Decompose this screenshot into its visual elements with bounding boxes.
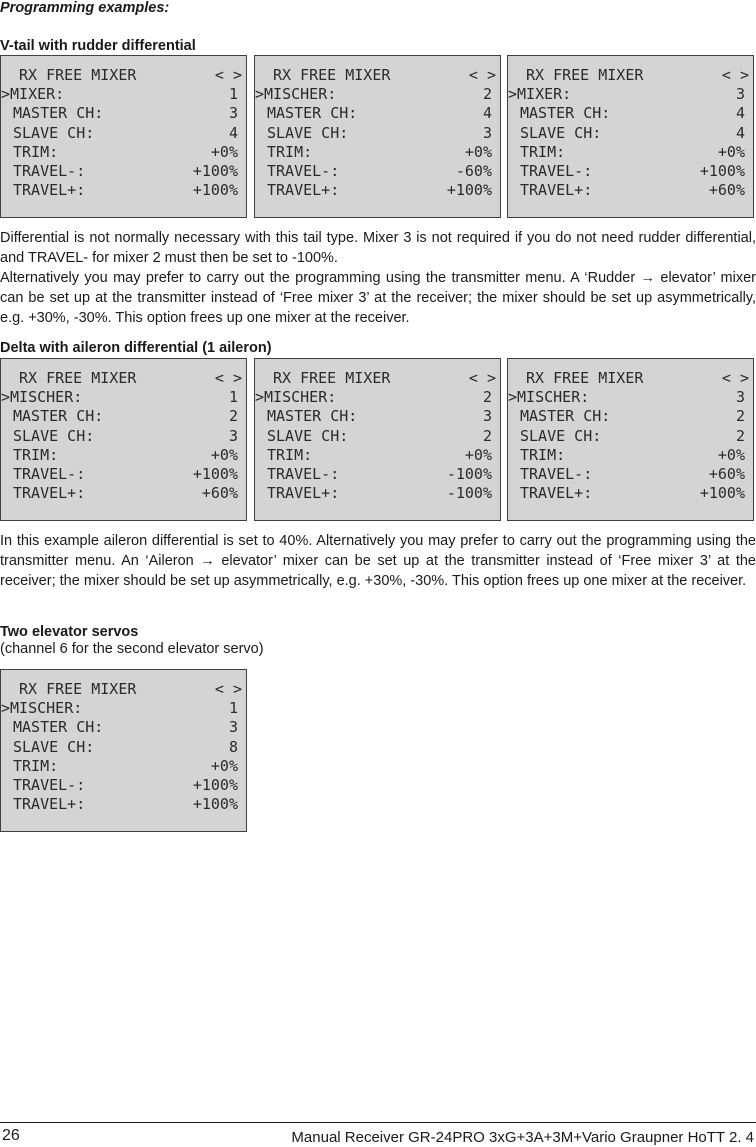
lcd-title-line [273, 66, 496, 85]
lcd-row-label: TRIM: [520, 445, 566, 464]
lcd-row [1, 143, 246, 162]
lcd-row-value: 8 [228, 737, 238, 756]
lcd-row [1, 85, 246, 104]
lcd-nav-arrows: < > [214, 369, 242, 387]
lcd-row-label: TRAVEL-: [267, 162, 340, 180]
lcd-row-label: TRAVEL+: [13, 795, 86, 814]
lcd-row-value: +0% [210, 142, 238, 161]
lcd-row-label: TRAVEL-: [13, 776, 86, 794]
lcd-row-value: +60% [708, 465, 745, 483]
lcd-row [1, 104, 246, 123]
lcd-row-value: +100% [699, 162, 745, 180]
lcd-row [508, 181, 753, 200]
lcd-title: RX FREE MIXER [19, 680, 137, 698]
lcd-row-label: >MISCHER: [255, 85, 337, 104]
lcd-panel [0, 358, 247, 521]
lcd-row [1, 181, 246, 200]
lcd-row-value: +0% [717, 142, 745, 161]
lcd-row [1, 757, 246, 776]
lcd-nav-arrows: < > [721, 66, 749, 84]
lcd-row-label: SLAVE CH: [520, 123, 602, 142]
lcd-row-label: TRAVEL+: [267, 181, 340, 200]
lcd-row [508, 388, 753, 407]
lcd-row-value: -60% [455, 162, 492, 180]
lcd-row-label: TRIM: [267, 142, 313, 161]
lcd-row [1, 795, 246, 814]
lcd-row-label: TRAVEL-: [520, 162, 593, 180]
lcd-row-value: +60% [201, 484, 238, 503]
lcd-row [1, 465, 246, 484]
lcd-row-value: 2 [735, 426, 745, 445]
section-heading-vtail: V-tail with rudder differential [0, 38, 196, 54]
lcd-row [1, 699, 246, 718]
lcd-row [255, 446, 500, 465]
lcd-row-label: SLAVE CH: [13, 426, 95, 445]
lcd-row-value: +100% [192, 162, 238, 180]
lcd-row-label: SLAVE CH: [267, 123, 349, 142]
lcd-row-value: +0% [464, 445, 492, 464]
lcd-row-value: +0% [210, 756, 238, 775]
lcd-title-line [526, 66, 749, 85]
section-heading-delta: Delta with aileron differential (1 aileron) [0, 340, 272, 356]
lcd-row [255, 143, 500, 162]
lcd-nav-arrows: < > [468, 66, 496, 84]
page-number: 26 [2, 1127, 20, 1144]
lcd-row-label: TRAVEL+: [13, 181, 86, 200]
lcd-row-label: MASTER CH: [13, 104, 104, 123]
lcd-row-label: SLAVE CH: [267, 426, 349, 445]
lcd-row-value: 3 [482, 407, 492, 426]
lcd-row-label: TRIM: [520, 142, 566, 161]
lcd-nav-arrows: < > [721, 369, 749, 387]
lcd-row [255, 124, 500, 143]
lcd-row-value: 3 [228, 718, 238, 737]
lcd-row-label: MASTER CH: [13, 718, 104, 737]
lcd-row [255, 427, 500, 446]
lcd-row-label: TRAVEL+: [13, 484, 86, 503]
lcd-row [508, 407, 753, 426]
lcd-row [1, 738, 246, 757]
lcd-panel [254, 358, 501, 521]
lcd-row-label: TRAVEL-: [13, 465, 86, 483]
panel-row-elevator [0, 669, 756, 832]
lcd-row-value: +0% [717, 445, 745, 464]
lcd-row-value: 3 [735, 388, 745, 407]
lcd-row-label: >MIXER: [1, 85, 65, 104]
lcd-panel [507, 55, 754, 218]
lcd-row-value: +100% [192, 465, 238, 483]
lcd-row-value: +0% [464, 142, 492, 161]
lcd-row-value: +100% [192, 776, 238, 794]
lcd-title: RX FREE MIXER [19, 66, 137, 84]
lcd-row-value: 1 [228, 388, 238, 407]
lcd-title: RX FREE MIXER [526, 369, 644, 387]
lcd-row-value: 2 [228, 407, 238, 426]
section-subheading-elevator: (channel 6 for the second elevator servo) [0, 641, 264, 657]
lcd-row-label: SLAVE CH: [520, 426, 602, 445]
lcd-row-label: TRAVEL-: [13, 162, 86, 180]
lcd-row-label: TRAVEL+: [520, 181, 593, 200]
lcd-title-line [19, 680, 242, 699]
lcd-row [508, 465, 753, 484]
lcd-row-value: 2 [482, 426, 492, 445]
vtail-text [0, 228, 756, 328]
page-title: Programming examples: [0, 0, 170, 16]
lcd-row-value: 4 [735, 123, 745, 142]
lcd-row [255, 388, 500, 407]
paragraph: Differential is not normally necessary with this tail type. Mixer 3 is not required if you do not need rudder differential, and TRAVEL- for mixer 2 must then be set to -100%. [0, 230, 756, 266]
lcd-row-label: TRAVEL+: [520, 484, 593, 503]
lcd-row-label: TRIM: [13, 445, 59, 464]
lcd-row [1, 446, 246, 465]
lcd-row-value: +100% [446, 181, 492, 200]
lcd-row-label: MASTER CH: [13, 407, 104, 426]
lcd-row [1, 427, 246, 446]
lcd-row-value: 1 [228, 85, 238, 104]
lcd-row-label: MASTER CH: [520, 104, 611, 123]
lcd-row-label: MASTER CH: [267, 104, 358, 123]
lcd-row [1, 162, 246, 181]
lcd-row-value: -100% [446, 465, 492, 483]
lcd-row-value: 3 [228, 104, 238, 123]
lcd-panel [0, 669, 247, 832]
lcd-row-value: 4 [228, 123, 238, 142]
section-heading-elevator: Two elevator servos [0, 624, 139, 640]
lcd-title: RX FREE MIXER [273, 66, 391, 84]
lcd-row [508, 446, 753, 465]
lcd-row-label: TRIM: [13, 756, 59, 775]
lcd-row [508, 484, 753, 503]
lcd-row [1, 407, 246, 426]
lcd-panel [254, 55, 501, 218]
manual-title: Manual Receiver GR-24PRO 3xG+3A+3M+Vario Graupner HoTT 2. 4 [291, 1129, 754, 1146]
lcd-title: RX FREE MIXER [526, 66, 644, 84]
lcd-panel [507, 358, 754, 521]
lcd-row [1, 718, 246, 737]
lcd-row [255, 465, 500, 484]
lcd-row-label: TRAVEL+: [267, 484, 340, 503]
lcd-row [255, 85, 500, 104]
lcd-row-value: +60% [708, 181, 745, 200]
lcd-row [1, 388, 246, 407]
lcd-row [1, 484, 246, 503]
lcd-title-line [19, 66, 242, 85]
lcd-row [1, 776, 246, 795]
lcd-row-label: >MISCHER: [1, 699, 83, 718]
lcd-row [508, 124, 753, 143]
lcd-row-value: +100% [192, 181, 238, 200]
lcd-title: RX FREE MIXER [273, 369, 391, 387]
lcd-nav-arrows: < > [214, 680, 242, 698]
lcd-row-label: MASTER CH: [520, 407, 611, 426]
paragraph: Alternatively you may prefer to carry out the programming using the transmitter menu. A ‘Rudder → elevator’ mixer can be set up at the transmitter instead of ‘Free mixer 3’ at the receiver; the mixer should be set up asymmetrically, e.g. +30%, -30%. This option frees up one mixer at the receiver. [0, 270, 756, 326]
lcd-row-value: +100% [192, 795, 238, 814]
lcd-row-value: 1 [228, 699, 238, 718]
lcd-row-label: >MISCHER: [255, 388, 337, 407]
lcd-row [508, 427, 753, 446]
lcd-row [255, 162, 500, 181]
lcd-row [255, 484, 500, 503]
lcd-row-value: +100% [699, 484, 745, 503]
lcd-row [508, 104, 753, 123]
lcd-row-label: TRAVEL-: [520, 465, 593, 483]
lcd-row [1, 124, 246, 143]
lcd-row-label: TRAVEL-: [267, 465, 340, 483]
lcd-row-value: 2 [482, 85, 492, 104]
lcd-row-label: TRIM: [267, 445, 313, 464]
lcd-row-value: 4 [735, 104, 745, 123]
lcd-row-value: -100% [446, 484, 492, 503]
lcd-row-value: 4 [482, 104, 492, 123]
lcd-row-value: 2 [735, 407, 745, 426]
lcd-row-label: >MISCHER: [508, 388, 590, 407]
lcd-row-label: SLAVE CH: [13, 737, 95, 756]
panel-row-delta [0, 358, 756, 521]
lcd-row [508, 143, 753, 162]
footer-rule [0, 1122, 756, 1123]
lcd-title: RX FREE MIXER [19, 369, 137, 387]
lcd-row-label: MASTER CH: [267, 407, 358, 426]
lcd-row-value: 3 [735, 85, 745, 104]
paragraph: In this example aileron differential is set to 40%. Alternatively you may prefer to carry out the programming using the transmitter menu. An ‘Aileron → elevator’ mixer can be set up at the transmitter instead of ‘Free mixer 3’ at the receiver; the mixer should be set up asymmetrically, e.g. +30%, -30%. This option frees up one mixer at the receiver. [0, 533, 756, 589]
lcd-row-value: 2 [482, 388, 492, 407]
delta-text [0, 531, 756, 591]
lcd-row-value: 3 [482, 123, 492, 142]
lcd-nav-arrows: < > [468, 369, 496, 387]
lcd-row [255, 407, 500, 426]
lcd-row-value: +0% [210, 445, 238, 464]
lcd-title-line [19, 369, 242, 388]
lcd-row-label: >MISCHER: [1, 388, 83, 407]
lcd-row-value: 3 [228, 426, 238, 445]
lcd-panel [0, 55, 247, 218]
lcd-title-line [526, 369, 749, 388]
lcd-row-label: >MIXER: [508, 85, 572, 104]
lcd-row [508, 85, 753, 104]
lcd-row [508, 162, 753, 181]
lcd-row-label: SLAVE CH: [13, 123, 95, 142]
lcd-row [255, 104, 500, 123]
lcd-row [255, 181, 500, 200]
panel-row-vtail [0, 55, 756, 218]
lcd-nav-arrows: < > [214, 66, 242, 84]
lcd-row-label: TRIM: [13, 142, 59, 161]
lcd-title-line [273, 369, 496, 388]
